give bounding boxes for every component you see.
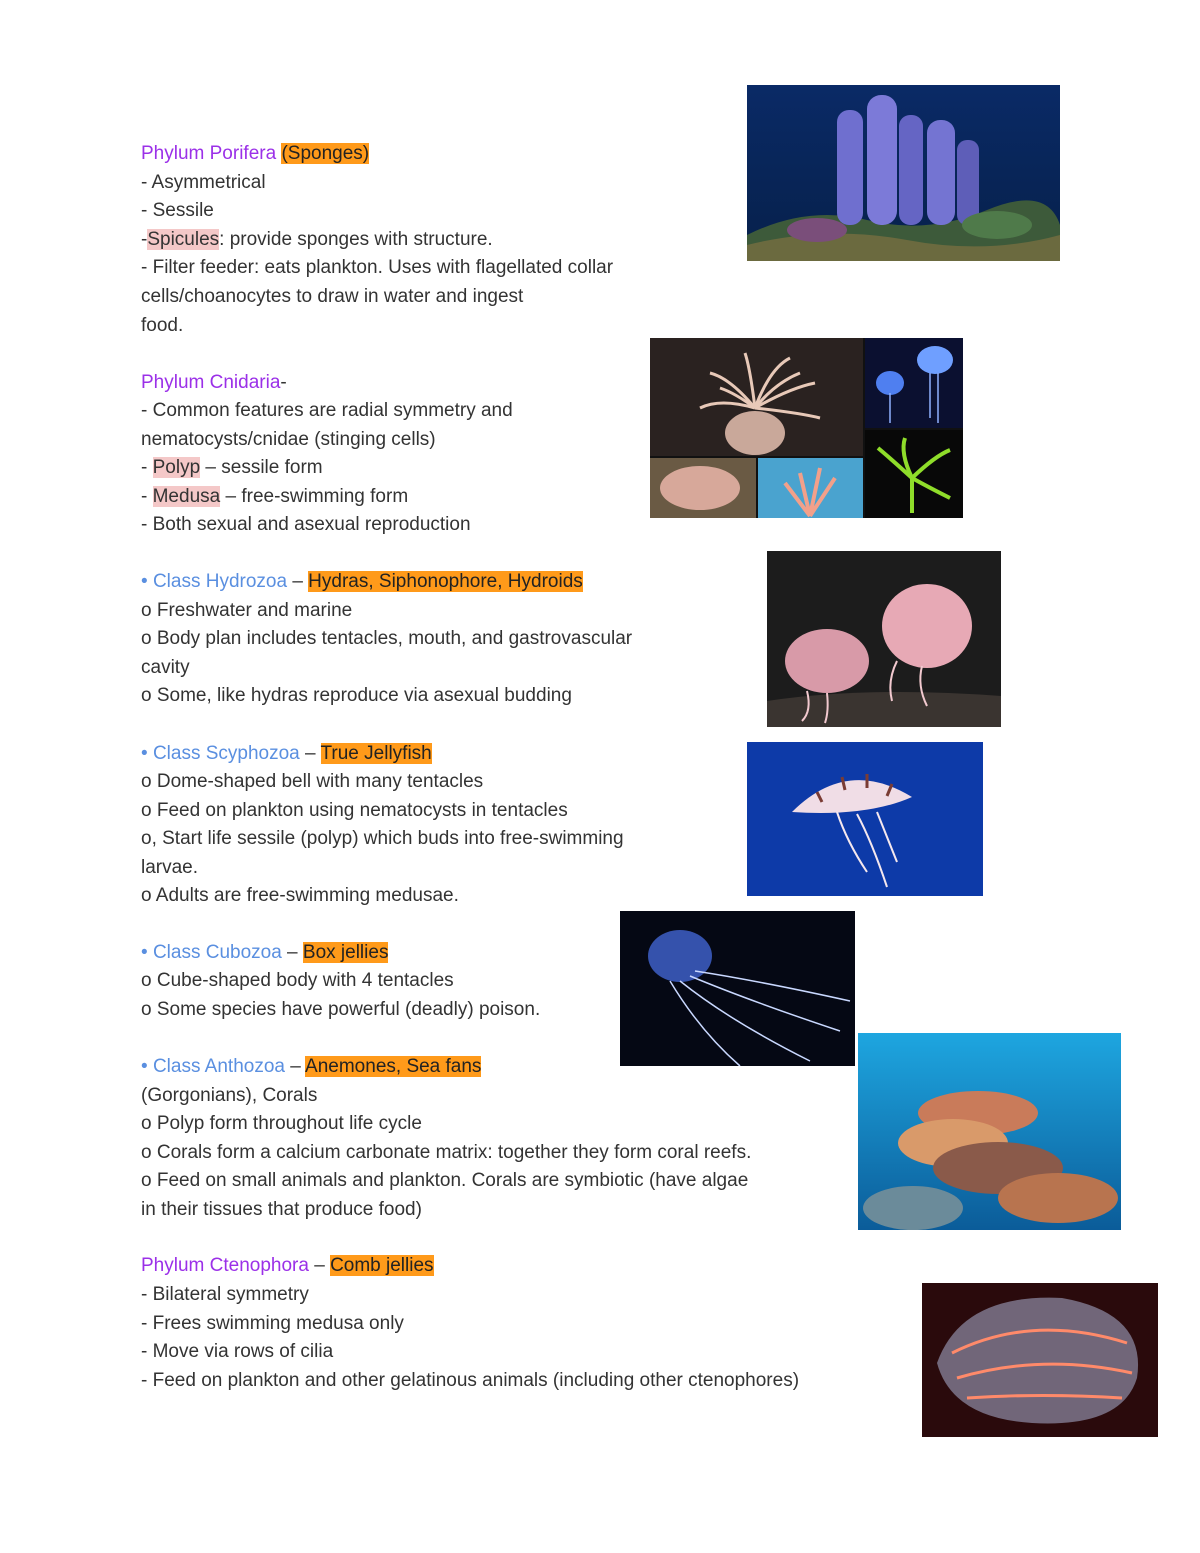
scyphozoa-bullet-1: o Dome-shaped bell with many tentacles	[141, 771, 484, 792]
ctenophora-bullet-2: - Frees swimming medusa only	[141, 1313, 404, 1334]
porifera-bullet-1: - Asymmetrical	[141, 172, 266, 193]
scyphozoa-heading	[141, 740, 432, 768]
anthozoa-bullet-mark: •	[141, 1056, 153, 1077]
anthozoa-common-name: Anemones, Sea fans	[305, 1056, 482, 1077]
cubozoa-heading	[141, 939, 388, 967]
anthozoa-dash: –	[284, 1056, 306, 1077]
cubozoa-dash: –	[281, 942, 303, 963]
anthozoa-bullet-3-cont: in their tissues that produce food)	[141, 1199, 422, 1220]
porifera-common-name: (Sponges)	[281, 143, 370, 164]
cnidaria-bullet-4: - Both sexual and asexual reproduction	[141, 514, 471, 535]
porifera-bullet-4-cont-1: cells/choanocytes to draw in water and ingest	[141, 286, 524, 307]
porifera-heading	[141, 140, 369, 168]
cnidaria-title: Phylum Cnidaria	[141, 372, 281, 393]
scyphozoa-dash: –	[299, 743, 321, 764]
hydrozoa-photo	[767, 551, 1001, 727]
ctenophora-title: Phylum Ctenophora	[141, 1255, 309, 1276]
anthozoa-heading	[141, 1053, 481, 1081]
hydrozoa-bullet-3: o Some, like hydras reproduce via asexual budding	[141, 685, 572, 706]
cnidaria-bullet-3-rest: – free-swimming form	[220, 486, 409, 507]
spicules-term: Spicules	[147, 229, 220, 250]
cnidaria-title-suffix: -	[280, 372, 287, 393]
porifera-bullet-4-cont-2: food.	[141, 315, 184, 336]
porifera-bullet-3-rest: : provide sponges with structure.	[219, 229, 493, 250]
cnidaria-bullet-1: - Common features are radial symmetry and	[141, 400, 513, 421]
hydrozoa-common-name: Hydras, Siphonophore, Hydroids	[308, 571, 583, 592]
anthozoa-bullet-3: o Feed on small animals and plankton. Corals are symbiotic (have algae	[141, 1170, 749, 1191]
ctenophora-bullet-1: - Bilateral symmetry	[141, 1284, 309, 1305]
cnidaria-bullet-2	[141, 454, 323, 482]
porifera-bullet-3	[141, 226, 493, 254]
scyphozoa-bullet-2: o Feed on plankton using nematocysts in tentacles	[141, 800, 568, 821]
cnidaria-bullet-2-prefix: -	[141, 457, 153, 478]
cnidaria-collage-photo	[650, 338, 963, 518]
hydrozoa-bullet-2: o Body plan includes tentacles, mouth, and gastrovascular	[141, 628, 633, 649]
scyphozoa-bullet-3: o, Start life sessile (polyp) which buds into free-swimming	[141, 828, 624, 849]
porifera-bullet-4: - Filter feeder: eats plankton. Uses with flagellated collar	[141, 257, 614, 278]
polyp-term: Polyp	[152, 457, 201, 478]
hydrozoa-bullet-mark: •	[141, 571, 153, 592]
scyphozoa-photo	[747, 742, 983, 896]
scyphozoa-common-name: True Jellyfish	[320, 743, 432, 764]
ctenophora-dash: –	[308, 1255, 331, 1276]
anthozoa-title: Class Anthozoa	[152, 1056, 285, 1077]
medusa-term: Medusa	[152, 486, 221, 507]
ctenophora-photo	[922, 1283, 1158, 1437]
cubozoa-bullet-mark: •	[141, 942, 153, 963]
cnidaria-bullet-2-rest: – sessile form	[200, 457, 323, 478]
cnidaria-bullet-3	[141, 483, 408, 511]
ctenophora-common-name: Comb jellies	[330, 1255, 434, 1276]
cubozoa-title: Class Cubozoa	[152, 942, 282, 963]
hydrozoa-bullet-2-cont: cavity	[141, 657, 190, 678]
hydrozoa-dash: –	[287, 571, 309, 592]
anthozoa-bullet-1: o Polyp form throughout life cycle	[141, 1113, 422, 1134]
cubozoa-bullet-2: o Some species have powerful (deadly) poison.	[141, 999, 541, 1020]
scyphozoa-bullet-3-cont: larvae.	[141, 857, 199, 878]
hydrozoa-bullet-1: o Freshwater and marine	[141, 600, 353, 621]
anthozoa-photo	[858, 1033, 1121, 1230]
cnidaria-bullet-3-prefix: -	[141, 486, 153, 507]
anthozoa-common-name-cont: (Gorgonians), Corals	[141, 1085, 318, 1106]
scyphozoa-bullet-mark: •	[141, 743, 153, 764]
ctenophora-heading	[141, 1252, 434, 1280]
porifera-bullet-3-prefix: -	[141, 229, 148, 250]
anthozoa-bullet-2: o Corals form a calcium carbonate matrix: together they form coral reefs.	[141, 1142, 752, 1163]
cnidaria-bullet-1-cont: nematocysts/cnidae (stinging cells)	[141, 429, 436, 450]
cubozoa-bullet-1: o Cube-shaped body with 4 tentacles	[141, 970, 454, 991]
ctenophora-bullet-4: - Feed on plankton and other gelatinous animals (including other ctenophores)	[141, 1370, 800, 1391]
scyphozoa-title: Class Scyphozoa	[152, 743, 300, 764]
hydrozoa-title: Class Hydrozoa	[152, 571, 288, 592]
porifera-bullet-2: - Sessile	[141, 200, 214, 221]
hydrozoa-heading	[141, 568, 583, 596]
cubozoa-photo	[620, 911, 855, 1066]
scyphozoa-bullet-4: o Adults are free-swimming medusae.	[141, 885, 459, 906]
ctenophora-bullet-3: - Move via rows of cilia	[141, 1341, 334, 1362]
cubozoa-common-name: Box jellies	[302, 942, 389, 963]
sponges-photo	[747, 85, 1060, 261]
cnidaria-heading	[141, 369, 287, 397]
porifera-title: Phylum Porifera	[141, 143, 277, 164]
